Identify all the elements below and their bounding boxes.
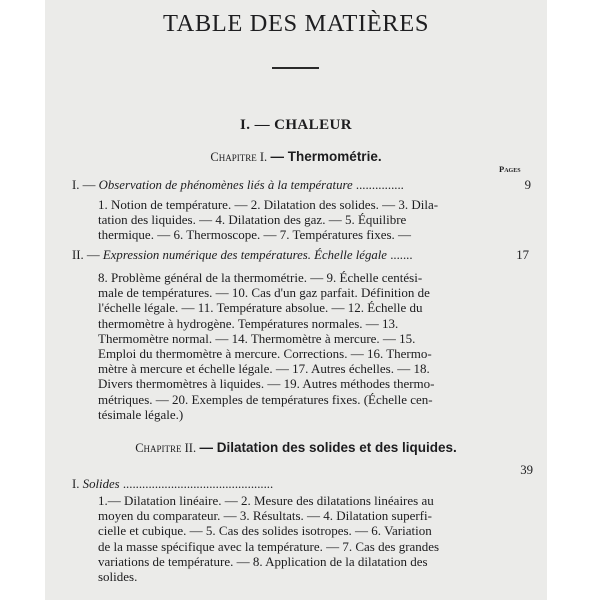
title-divider	[272, 67, 319, 69]
chapter-label: Chapitre I.	[210, 150, 268, 164]
pages-column-label: Pages	[499, 164, 521, 174]
leader-dots: ...............	[355, 178, 404, 192]
summary-line: Divers thermomètres à liquides. — 19. Autres méthodes thermo-	[98, 376, 435, 392]
summary-line: male de températures. — 10. Cas d'un gaz parfait. Définition de	[98, 285, 430, 301]
summary-line: Emploi du thermomètre à mercure. Corrections. — 16. Thermo-	[98, 346, 432, 362]
entry-number: I.	[72, 477, 80, 491]
entry-summary	[98, 197, 508, 243]
summary-line: l'échelle légale. — 11. Température absolue. — 12. Échelle du	[98, 300, 423, 316]
chapter-heading-2	[45, 440, 547, 456]
book-page	[45, 0, 547, 600]
page-number: 9	[524, 178, 531, 192]
summary-line: variations de température. — 8. Application de la dilatation des	[98, 553, 428, 569]
summary-line: de la masse spécifique avec la température. — 7. Cas des grandes	[98, 538, 440, 554]
summary-line: thermomètre à hydrogène. Températures normales. — 13.	[98, 315, 399, 331]
entry-title: Solides	[82, 477, 120, 491]
summary-line: 1. Notion de température. — 2. Dilatation des solides. — 3. Dila-	[98, 197, 439, 212]
entry-summary	[98, 270, 508, 422]
summary-line: Thermomètre normal. — 14. Thermomètre à mercure. — 15.	[98, 330, 416, 346]
chapter-title: — Dilatation des solides et des liquides.	[199, 440, 457, 455]
summary-line: tation des liquides. — 4. Dilatation des gaz. — 5. Équilibre	[98, 212, 407, 228]
entry-title: Observation de phénomènes liés à la température	[98, 178, 353, 192]
summary-line: solides.	[98, 569, 138, 585]
entry-summary	[98, 493, 508, 584]
summary-line: 8. Problème général de la thermométrie. — 9. Échelle centési-	[98, 270, 423, 285]
leader-dots: .......	[390, 248, 413, 262]
toc-entry	[72, 178, 531, 193]
summary-line: 1.— Dilatation linéaire. — 2. Mesure des dilatations linéaires au	[98, 493, 434, 508]
summary-line: thermique. — 6. Thermoscope. — 7. Températures fixes. —	[98, 227, 412, 243]
chapter-label: Chapitre II.	[135, 441, 197, 455]
summary-line: tésimale légale.)	[98, 406, 184, 422]
summary-line: mètre à mercure et échelle légale. — 17. Autres échelles. — 18.	[98, 361, 430, 377]
chapter-heading-1	[45, 149, 547, 165]
summary-line: métriques. — 20. Exemples de températures fixes. (Échelle cen-	[98, 391, 433, 407]
leader-dots: ...............................................	[122, 477, 274, 491]
entry-number: I. —	[72, 178, 96, 192]
entry-title: Expression numérique des températures. Échelle légale	[102, 248, 387, 262]
summary-line: moyen du comparateur. — 3. Résultats. — 4. Dilatation superfi-	[98, 508, 432, 524]
part-heading: I. — CHALEUR	[240, 117, 352, 133]
entry-number: II. —	[72, 248, 100, 262]
chapter-title: — Thermométrie.	[270, 149, 382, 164]
page-title: TABLE DES MATIÈRES	[162, 10, 430, 37]
summary-line: cielle et cubique. — 5. Cas des solides isotropes. — 6. Variation	[98, 523, 432, 539]
page-number: 17	[516, 248, 529, 262]
toc-entry	[72, 463, 533, 492]
toc-entry	[72, 248, 527, 263]
page-number: 39	[520, 463, 533, 477]
